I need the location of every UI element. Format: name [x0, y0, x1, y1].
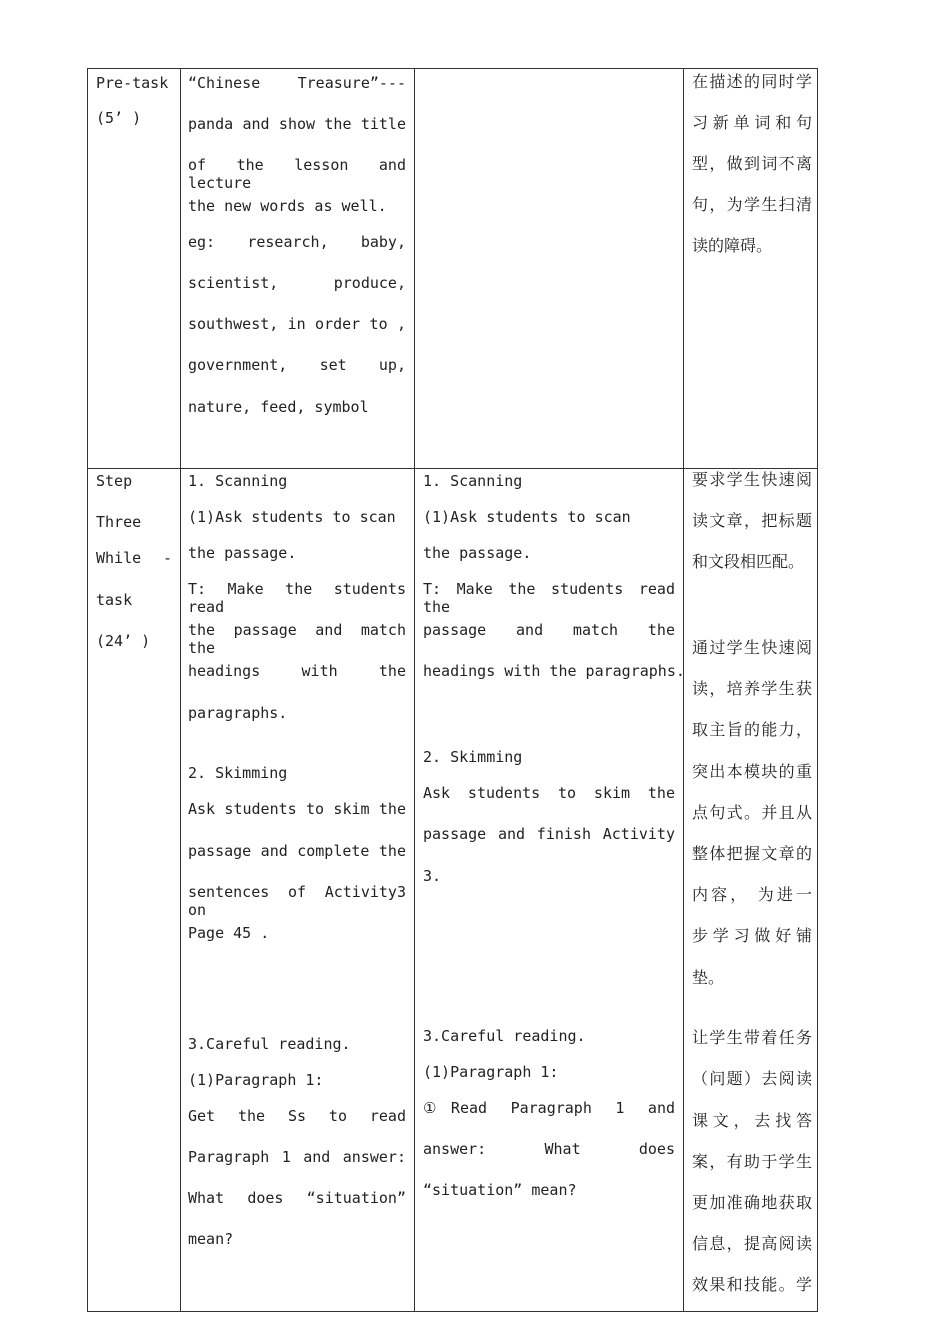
teacher-activity-line: passage and complete the — [188, 842, 406, 860]
purpose-line: 信息，提高阅读 — [692, 1234, 812, 1253]
student-activity-line: passage and finish Activity — [423, 825, 675, 843]
purpose-line: （问题）去阅读 — [692, 1069, 812, 1088]
student-activity-line: “situation” mean? — [423, 1181, 577, 1199]
purpose-line: 在描述的同时学 — [692, 72, 812, 91]
purpose-line: 习新单词和句 — [692, 113, 812, 132]
stage-label: Three — [96, 513, 142, 531]
teacher-activity-line: “Chinese Treasure”--- — [188, 74, 406, 92]
row-divider — [88, 468, 817, 469]
teacher-activity-line: paragraphs. — [188, 704, 288, 722]
purpose-line: 课文，去找答 — [692, 1111, 812, 1130]
teacher-activity-line: Page 45 . — [188, 924, 270, 942]
stage-label: Pre-task — [96, 74, 169, 92]
student-activity-line: 2. Skimming — [423, 748, 523, 766]
student-activity-line: headings with the paragraphs. — [423, 662, 685, 680]
purpose-line: 垫。 — [692, 968, 725, 987]
teacher-activity-line: (1)Ask students to scan — [188, 508, 396, 526]
lesson-plan-table — [87, 68, 818, 1312]
teacher-activity-line: nature, feed, symbol — [188, 398, 369, 416]
stage-label: task — [96, 591, 133, 609]
teacher-activity-line: Ask students to skim the — [188, 800, 406, 818]
purpose-line: 整体把握文章的 — [692, 844, 812, 863]
column-divider — [683, 69, 684, 1311]
student-activity-line: answer: What does — [423, 1140, 675, 1158]
purpose-line: 要求学生快速阅 — [692, 470, 812, 489]
stage-time: (5’ ) — [96, 109, 142, 127]
purpose-line: 和文段相匹配。 — [692, 552, 805, 571]
teacher-activity-line: the passage and match the — [188, 621, 406, 657]
purpose-line: 读的障碍。 — [692, 236, 773, 255]
teacher-activity-line: What does “situation” — [188, 1189, 406, 1207]
teacher-activity-line: government, set up, — [188, 356, 406, 374]
purpose-line: 效果和技能。学 — [692, 1275, 812, 1294]
purpose-line: 通过学生快速阅 — [692, 638, 812, 657]
teacher-activity-line: the new words as well. — [188, 197, 387, 215]
purpose-line: 内容， 为进一 — [692, 885, 812, 904]
teacher-activity-line: (1)Paragraph 1: — [188, 1071, 324, 1089]
student-activity-line: (1)Ask students to scan — [423, 508, 631, 526]
teacher-activity-line: eg: research, baby, — [188, 233, 406, 251]
purpose-line: 突出本模块的重 — [692, 762, 812, 781]
teacher-activity-line: headings with the — [188, 662, 406, 680]
purpose-line: 更加准确地获取 — [692, 1193, 812, 1212]
student-activity-line: 3.Careful reading. — [423, 1027, 586, 1045]
stage-time: (24’ ) — [96, 632, 151, 650]
teacher-activity-line: Get the Ss to read — [188, 1107, 406, 1125]
student-activity-line: (1)Paragraph 1: — [423, 1063, 559, 1081]
teacher-activity-line: mean? — [188, 1230, 234, 1248]
purpose-line: 取主旨的能力， — [692, 720, 812, 739]
teacher-activity-line: panda and show the title — [188, 115, 406, 133]
student-activity-line: the passage. — [423, 544, 532, 562]
teacher-activity-line: Paragraph 1 and answer: — [188, 1148, 406, 1166]
purpose-line: 句，为学生扫清 — [692, 195, 812, 214]
purpose-line: 步学习做好铺 — [692, 926, 812, 945]
teacher-activity-line: sentences of Activity3 on — [188, 883, 406, 919]
stage-label: While - — [96, 549, 172, 567]
column-divider — [414, 69, 415, 1311]
purpose-line: 案，有助于学生 — [692, 1152, 812, 1171]
purpose-line: 读文章，把标题 — [692, 511, 812, 530]
student-activity-line: passage and match the — [423, 621, 675, 639]
stage-label: Step — [96, 472, 133, 490]
purpose-line: 点句式。并且从 — [692, 803, 812, 822]
student-activity-line: 1. Scanning — [423, 472, 523, 490]
purpose-line: 型，做到词不离 — [692, 154, 812, 173]
student-activity-line: 3. — [423, 867, 442, 885]
teacher-activity-line: the passage. — [188, 544, 297, 562]
column-divider — [180, 69, 181, 1311]
teacher-activity-line: of the lesson and lecture — [188, 156, 406, 192]
teacher-activity-line: 1. Scanning — [188, 472, 288, 490]
purpose-line: 读，培养学生获 — [692, 679, 812, 698]
teacher-activity-line: T: Make the students read — [188, 580, 406, 616]
student-activity-line: ①Read Paragraph 1 and — [423, 1099, 675, 1117]
teacher-activity-line: 3.Careful reading. — [188, 1035, 351, 1053]
teacher-activity-line: southwest, in order to , — [188, 315, 406, 333]
student-activity-line: Ask students to skim the — [423, 784, 675, 802]
purpose-line: 让学生带着任务 — [692, 1028, 812, 1047]
teacher-activity-line: 2. Skimming — [188, 764, 288, 782]
student-activity-line: T: Make the students read the — [423, 580, 675, 616]
teacher-activity-line: scientist, produce, — [188, 274, 406, 292]
